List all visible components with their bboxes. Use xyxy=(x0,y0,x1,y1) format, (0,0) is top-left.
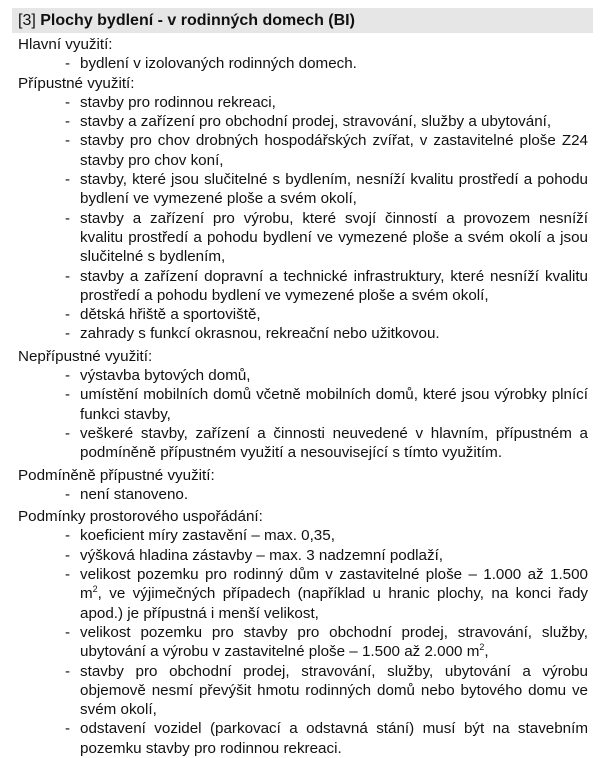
dash-bullet-icon: - xyxy=(65,546,71,564)
section-label: Hlavní využití: xyxy=(18,36,113,53)
item-list xyxy=(18,526,588,758)
list-item xyxy=(18,305,588,324)
list-item xyxy=(18,424,588,463)
section-spatial-conditions xyxy=(18,507,588,758)
list-item-text: velikost pozemku pro rodinný dům v zastavitelné ploše – 1.000 až 1.500 $m^2$, ve výjimečných případech (například u hranic plochy, na konci řady apod.) je přípustná i menší velikost, xyxy=(80,566,588,622)
section-title: Plochy bydlení - v rodinných domech (BI) xyxy=(40,12,355,29)
section-label: Přípustné využití: xyxy=(18,74,135,92)
dash-bullet-icon: - xyxy=(65,386,71,404)
list-item xyxy=(18,719,588,758)
list-item-text: umístění mobilních domů včetně mobilních domů, které jsou výrobky plnící funkci stavby, xyxy=(80,386,588,423)
list-item-text: koeficient míry zastavění – max. 0,35, xyxy=(80,527,335,545)
list-item-text: stavby a zařízení pro výrobu, které svojí činností a provozem nesníží kvalitu prostředí a pohodu bydlení ve vymezené ploše a svém okolí a jsou slučitelné s bydlením, xyxy=(80,209,588,266)
dash-bullet-icon: - xyxy=(65,566,71,584)
list-item xyxy=(18,526,588,545)
dash-bullet-icon: - xyxy=(65,720,71,738)
list-item-text: velikost pozemku pro stavby pro obchodní prodej, stravování, služby, ubytování a výrobu v zastavitelné ploše – 1.500 až 2.000 $m^2$, xyxy=(80,623,588,661)
dash-bullet-icon: - xyxy=(65,662,71,680)
list-item-text: stavby a zařízení dopravní a technické infrastruktury, které nesníží kvalitu prostředí a pohodu bydlení ve vymezené ploše a svém okolí, xyxy=(80,267,588,304)
section-prohibited-use xyxy=(18,347,588,463)
list-item-text: stavby pro chov drobných hospodářských zvířat, v zastavitelné ploše Z24 stavby pro chov koní, xyxy=(80,132,588,169)
list-item-text: stavby, které jsou slučitelné s bydlením, nesníží kvalitu prostředí a pohodu bydlení ve vymezené ploše a svém okolí, xyxy=(80,171,588,208)
list-item-text: zahrady s funkcí okrasnou, rekreační nebo užitkovou. xyxy=(80,325,440,343)
list-item-text: stavby pro obchodní prodej, stravování, služby, ubytování a výrobu objemově nesmí převýšit hmotu rodinných domů nebo bytového domu ve svém okolí, xyxy=(80,662,588,719)
list-item xyxy=(18,170,588,209)
list-item-text: není stanoveno. xyxy=(80,485,189,503)
list-item-text: výstavba bytových domů, xyxy=(80,367,251,385)
superscript-two: 2 xyxy=(479,642,485,653)
list-item-text: veškeré stavby, zařízení a činnosti neuvedené v hlavním, přípustném a podmíněně přípustném využití a nesouvisející s tímto využitím. xyxy=(80,424,588,462)
item-list xyxy=(18,93,588,344)
list-item-text: dětská hřiště a sportoviště, xyxy=(80,306,261,324)
dash-bullet-icon: - xyxy=(65,171,71,189)
list-item xyxy=(18,324,588,343)
section-main-use xyxy=(18,35,588,74)
list-item-text: stavby pro rodinnou rekreaci, xyxy=(80,93,276,111)
list-item xyxy=(18,385,588,424)
section-conditional-use xyxy=(18,466,588,505)
section-label: Nepřípustné využití: xyxy=(18,347,153,365)
dash-bullet-icon: - xyxy=(65,55,71,73)
section-permitted-use xyxy=(18,74,588,344)
item-list xyxy=(18,366,588,462)
dash-bullet-icon: - xyxy=(65,113,71,131)
dash-bullet-icon: - xyxy=(65,424,71,442)
list-item xyxy=(18,112,588,131)
dash-bullet-icon: - xyxy=(65,132,71,150)
item-list xyxy=(18,485,588,504)
list-item xyxy=(18,485,588,504)
list-item xyxy=(18,546,588,565)
list-item xyxy=(18,131,588,170)
list-item-text: odstavení vozidel (parkovací a odstavná stání) musí být na stavebním pozemku stavby pro rodinnou rekreaci. xyxy=(80,720,588,757)
section-header xyxy=(12,8,593,33)
section-label: Podmíněně přípustné využití: xyxy=(18,466,215,484)
list-item xyxy=(18,623,588,662)
dash-bullet-icon: - xyxy=(65,93,71,111)
superscript-two: 2 xyxy=(92,584,98,595)
list-item-text: stavby a zařízení pro obchodní prodej, stravování, služby a ubytování, xyxy=(80,113,552,131)
list-item xyxy=(18,565,588,623)
dash-bullet-icon: - xyxy=(65,367,71,385)
dash-bullet-icon: - xyxy=(65,267,71,285)
item-list xyxy=(18,54,588,73)
list-item xyxy=(18,662,588,720)
list-item xyxy=(18,366,588,385)
list-item xyxy=(18,93,588,112)
dash-bullet-icon: - xyxy=(65,209,71,227)
dash-bullet-icon: - xyxy=(65,527,71,545)
list-item xyxy=(18,54,588,73)
dash-bullet-icon: - xyxy=(65,623,71,641)
document-body xyxy=(18,35,588,758)
section-label: Podmínky prostorového uspořádání: xyxy=(18,508,263,526)
dash-bullet-icon: - xyxy=(65,325,71,343)
dash-bullet-icon: - xyxy=(65,485,71,503)
section-number: [3] xyxy=(18,12,36,29)
list-item xyxy=(18,209,588,267)
list-item-text: výšková hladina zástavby – max. 3 nadzemní podlaží, xyxy=(80,546,444,564)
list-item xyxy=(18,267,588,306)
list-item-text: bydlení v izolovaných rodinných domech. xyxy=(80,55,357,73)
dash-bullet-icon: - xyxy=(65,306,71,324)
